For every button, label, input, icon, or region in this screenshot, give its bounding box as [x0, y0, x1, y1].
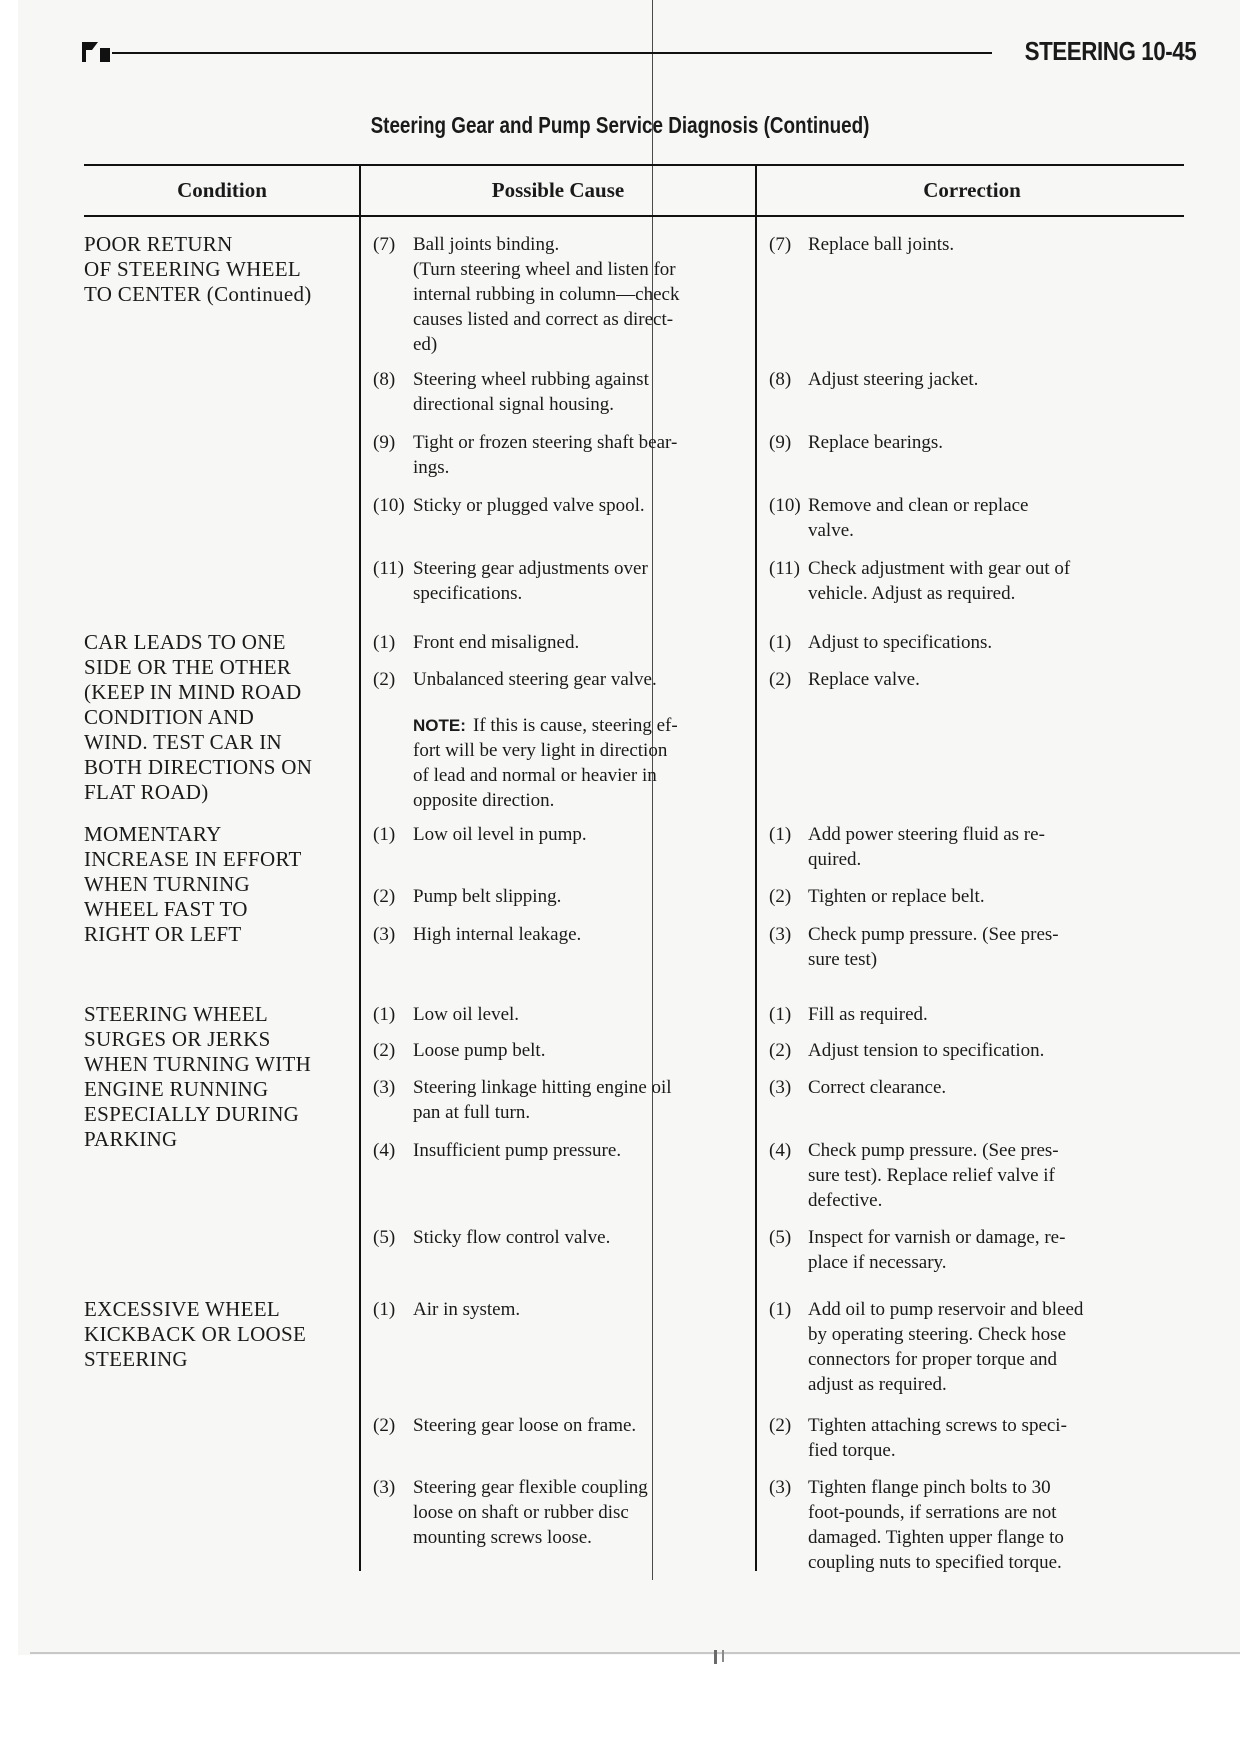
correction-number: (11) — [769, 558, 800, 579]
correction-text: defective. — [808, 1190, 883, 1211]
correction-text: Replace ball joints. — [808, 234, 955, 255]
condition-text: STEERING — [84, 1347, 188, 1371]
condition-text: CONDITION AND — [84, 705, 255, 729]
condition-text: PARKING — [84, 1127, 178, 1151]
note-text: fort will be very light in direction — [413, 740, 668, 761]
correction-text: Tighten attaching screws to speci- — [808, 1415, 1067, 1436]
correction-number: (3) — [769, 1077, 792, 1098]
cause-number: (5) — [373, 1227, 396, 1248]
condition-text: RIGHT OR LEFT — [84, 922, 242, 946]
cause-text: Steering gear adjustments over — [413, 558, 648, 579]
note-label: NOTE: — [413, 716, 466, 735]
condition-text: WIND. TEST CAR IN — [84, 730, 282, 754]
correction-number: (1) — [769, 632, 792, 653]
correction-number: (2) — [769, 886, 792, 907]
cause-text: ings. — [413, 457, 450, 478]
cause-text: causes listed and correct as direct- — [413, 309, 674, 330]
correction-text: Replace valve. — [808, 669, 920, 690]
cause-text: Low oil level. — [413, 1004, 520, 1025]
correction-text: Remove and clean or replace — [808, 495, 1029, 516]
page-title: Steering Gear and Pump Service Diagnosis (Continued) — [370, 112, 870, 138]
condition-text: WHEEL FAST TO — [84, 897, 248, 921]
cause-text: Loose pump belt. — [413, 1040, 546, 1061]
cause-number: (2) — [373, 886, 396, 907]
correction-text: Tighten flange pinch bolts to 30 — [808, 1477, 1051, 1498]
correction-number: (9) — [769, 432, 792, 453]
cause-number: (10) — [373, 495, 405, 516]
cause-number: (2) — [373, 669, 396, 690]
cause-text: Sticky or plugged valve spool. — [413, 495, 645, 516]
column-header-condition: Condition — [177, 178, 267, 202]
cause-text: High internal leakage. — [413, 924, 582, 945]
cause-number: (3) — [373, 1477, 396, 1498]
cause-number: (1) — [373, 632, 396, 653]
condition-text: CAR LEADS TO ONE — [84, 630, 286, 654]
correction-text: Replace bearings. — [808, 432, 944, 453]
binding-tab — [714, 1650, 717, 1664]
cause-text: loose on shaft or rubber disc — [413, 1502, 629, 1523]
cause-number: (1) — [373, 824, 396, 845]
correction-text: adjust as required. — [808, 1374, 947, 1395]
correction-text: vehicle. Adjust as required. — [808, 583, 1016, 604]
correction-text: Fill as required. — [808, 1004, 928, 1025]
correction-number: (1) — [769, 1004, 792, 1025]
cause-number: (1) — [373, 1299, 396, 1320]
condition-text: KICKBACK OR LOOSE — [84, 1322, 307, 1346]
correction-text: connectors for proper torque and — [808, 1349, 1058, 1370]
correction-text: Adjust to specifications. — [808, 632, 993, 653]
correction-text: sure test). Replace relief valve if — [808, 1165, 1055, 1186]
correction-number: (2) — [769, 1040, 792, 1061]
column-header-correction: Correction — [923, 178, 1021, 202]
correction-text: valve. — [808, 520, 854, 541]
condition-text: SURGES OR JERKS — [84, 1027, 271, 1051]
cause-number: (11) — [373, 558, 404, 579]
cause-text: pan at full turn. — [413, 1102, 531, 1123]
cause-text: Insufficient pump pressure. — [413, 1140, 622, 1161]
cause-number: (1) — [373, 1004, 396, 1025]
condition-text: FLAT ROAD) — [84, 780, 209, 804]
condition-text: TO CENTER (Continued) — [84, 282, 312, 306]
cause-text: Pump belt slipping. — [413, 886, 562, 907]
correction-text: Inspect for varnish or damage, re- — [808, 1227, 1066, 1248]
correction-text: sure test) — [808, 949, 878, 970]
cause-text: Steering gear flexible coupling — [413, 1477, 648, 1498]
condition-text: (KEEP IN MIND ROAD — [84, 680, 302, 704]
cause-number: (7) — [373, 234, 396, 255]
correction-text: Check pump pressure. (See pres- — [808, 1140, 1059, 1161]
cause-number: (8) — [373, 369, 396, 390]
correction-text: Add oil to pump reservoir and bleed — [808, 1299, 1084, 1320]
cause-text: Unbalanced steering gear valve. — [413, 669, 657, 690]
condition-text: ENGINE RUNNING — [84, 1077, 269, 1101]
note-text: If this is cause, steering ef- — [473, 715, 678, 736]
correction-number: (7) — [769, 234, 792, 255]
cause-number: (3) — [373, 924, 396, 945]
cause-number: (9) — [373, 432, 396, 453]
condition-text: STEERING WHEEL — [84, 1002, 269, 1026]
correction-text: Adjust steering jacket. — [808, 369, 979, 390]
correction-number: (1) — [769, 824, 792, 845]
cause-text: specifications. — [413, 583, 523, 604]
cause-text: Sticky flow control valve. — [413, 1227, 611, 1248]
cause-text: ed) — [413, 334, 438, 355]
correction-text: Adjust tension to specification. — [808, 1040, 1045, 1061]
correction-text: Correct clearance. — [808, 1077, 947, 1098]
correction-number: (1) — [769, 1299, 792, 1320]
cause-text: Front end misaligned. — [413, 632, 580, 653]
correction-number: (10) — [769, 495, 801, 516]
cause-number: (3) — [373, 1077, 396, 1098]
condition-text: BOTH DIRECTIONS ON — [84, 755, 313, 779]
cause-text: (Turn steering wheel and listen for — [413, 259, 676, 280]
cause-text: Tight or frozen steering shaft bear- — [413, 432, 678, 453]
correction-number: (2) — [769, 1415, 792, 1436]
cause-number: (4) — [373, 1140, 396, 1161]
cause-text: Ball joints binding. — [413, 234, 560, 255]
cause-text: Steering wheel rubbing against — [413, 369, 649, 390]
cause-text: Steering gear loose on frame. — [413, 1415, 637, 1436]
section-marker-icon — [82, 42, 112, 62]
cause-text: Low oil level in pump. — [413, 824, 587, 845]
correction-text: coupling nuts to specified torque. — [808, 1552, 1062, 1573]
table-header-rule — [84, 215, 1184, 217]
table-top-rule — [84, 164, 1184, 166]
cause-number: (2) — [373, 1415, 396, 1436]
condition-text: INCREASE IN EFFORT — [84, 847, 302, 871]
correction-text: Add power steering fluid as re- — [808, 824, 1045, 845]
correction-text: Check adjustment with gear out of — [808, 558, 1071, 579]
condition-text: WHEN TURNING WITH — [84, 1052, 312, 1076]
condition-text: MOMENTARY — [84, 822, 222, 846]
page-fold-line — [652, 0, 653, 1580]
binding-tab-2 — [722, 1650, 724, 1662]
column-divider-2 — [755, 165, 757, 1571]
cause-text: mounting screws loose. — [413, 1527, 592, 1548]
page-edge — [30, 1652, 1240, 1654]
condition-text: WHEN TURNING — [84, 872, 250, 896]
correction-number: (3) — [769, 1477, 792, 1498]
correction-text: by operating steering. Check hose — [808, 1324, 1067, 1345]
correction-text: damaged. Tighten upper flange to — [808, 1527, 1064, 1548]
cause-text: directional signal housing. — [413, 394, 615, 415]
correction-number: (8) — [769, 369, 792, 390]
correction-text: foot-pounds, if serrations are not — [808, 1502, 1057, 1523]
note-text: opposite direction. — [413, 790, 555, 811]
condition-text: ESPECIALLY DURING — [84, 1102, 300, 1126]
cause-text: Steering linkage hitting engine oil — [413, 1077, 672, 1098]
correction-text: Tighten or replace belt. — [808, 886, 985, 907]
note-text: of lead and normal or heavier in — [413, 765, 657, 786]
condition-text: EXCESSIVE WHEEL — [84, 1297, 281, 1321]
correction-text: fied torque. — [808, 1440, 896, 1461]
cause-text: internal rubbing in column—check — [413, 284, 680, 305]
correction-number: (3) — [769, 924, 792, 945]
condition-text: SIDE OR THE OTHER — [84, 655, 292, 679]
condition-text: POOR RETURN — [84, 232, 233, 256]
section-page-number: STEERING 10-45 — [1024, 36, 1197, 66]
correction-text: place if necessary. — [808, 1252, 947, 1273]
cause-number: (2) — [373, 1040, 396, 1061]
header-rule — [112, 52, 992, 54]
cause-text: Air in system. — [413, 1299, 521, 1320]
correction-number: (5) — [769, 1227, 792, 1248]
correction-text: quired. — [808, 849, 862, 870]
condition-text: OF STEERING WHEEL — [84, 257, 302, 281]
correction-number: (2) — [769, 669, 792, 690]
column-divider-1 — [359, 165, 361, 1571]
column-header-cause: Possible Cause — [491, 178, 625, 202]
correction-text: Check pump pressure. (See pres- — [808, 924, 1059, 945]
correction-number: (4) — [769, 1140, 792, 1161]
